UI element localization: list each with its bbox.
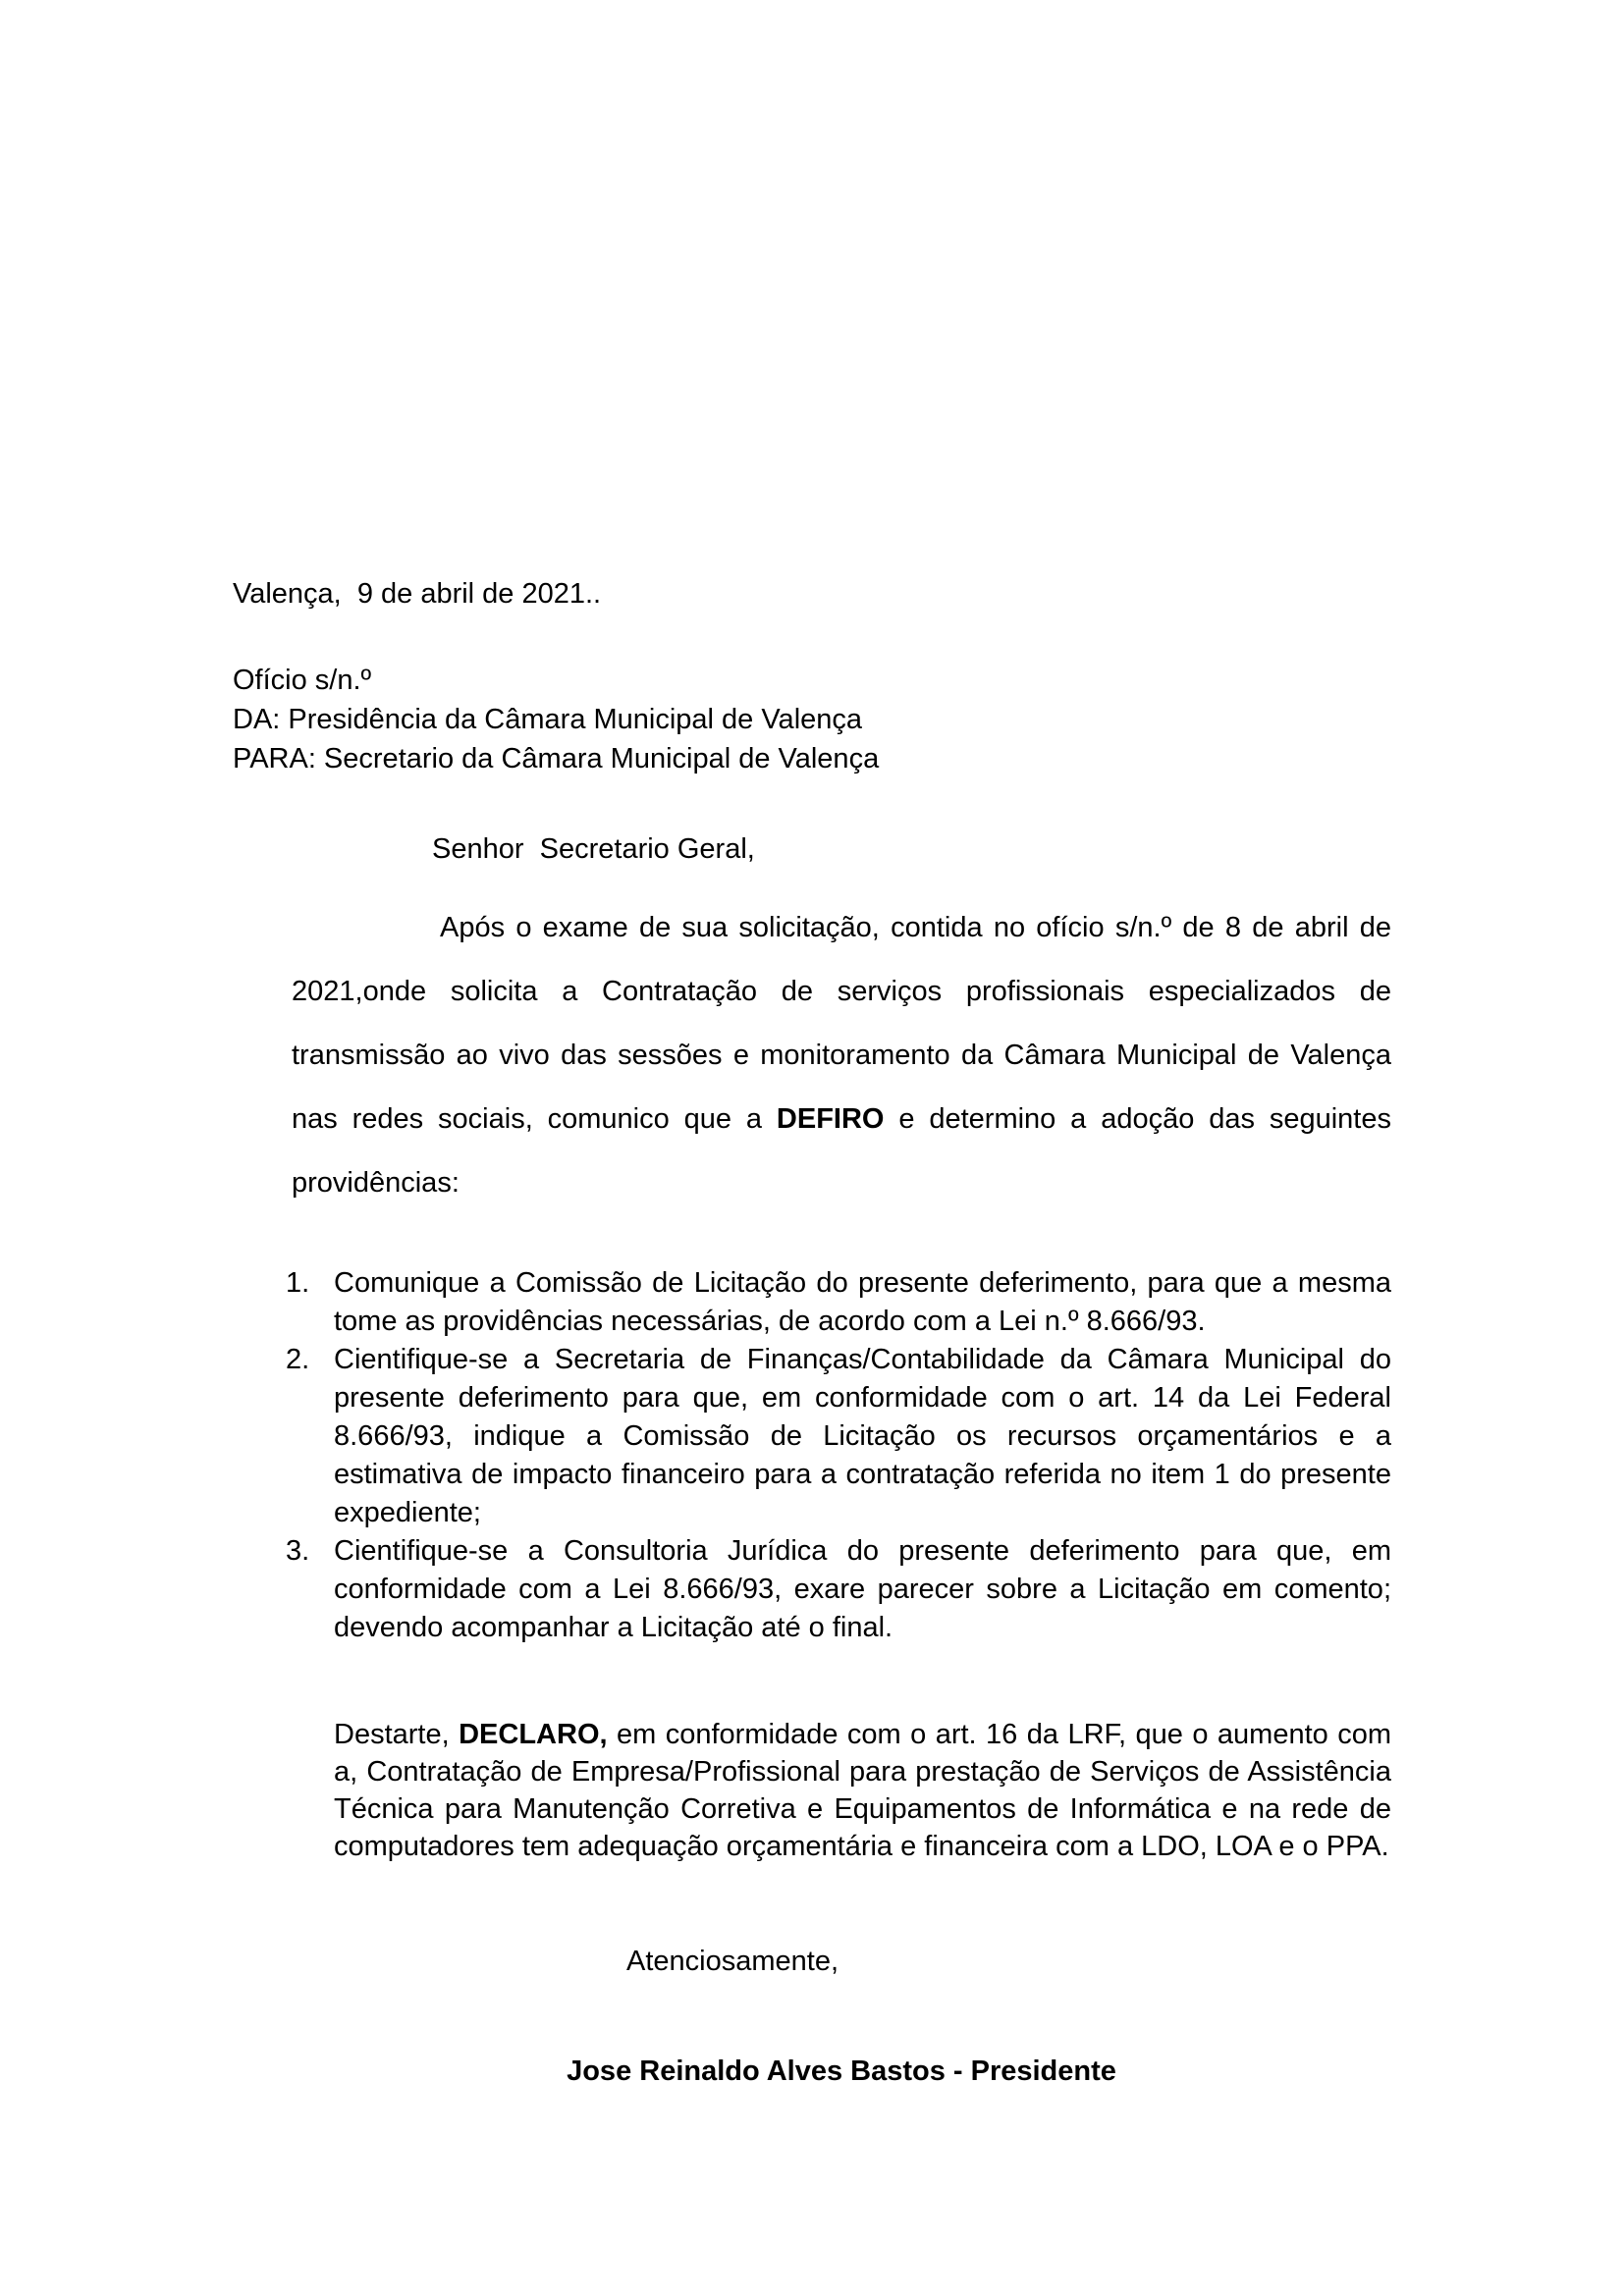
letter-date: Valença, 9 de abril de 2021.. xyxy=(233,578,602,610)
list-item-number: 2. xyxy=(286,1344,310,1375)
letter-to: PARA: Secretario da Câmara Municipal de Valença xyxy=(233,743,880,774)
valediction: Atenciosamente, xyxy=(626,1946,839,1977)
opening-text-after-bold: e determino a adoção das seguintes providências: xyxy=(292,1103,1391,1199)
declaro-bold-text: DECLARO, xyxy=(459,1719,608,1750)
list-item-number: 1. xyxy=(286,1267,310,1299)
letter-from: DA: Presidência da Câmara Municipal de Valença xyxy=(233,704,863,735)
closing-text-after-bold: em conformidade com o art. 16 da LRF, que o aumento com a, Contratação de Empresa/Profissional para prestação de Serviços de Assistência Técnica para Manutenção Corretiva e Equipamentos de Informática e na rede de computadores tem adequação orçamentária e financeira com a LDO, LOA e o PPA. xyxy=(334,1719,1392,1862)
closing-paragraph xyxy=(334,1716,1391,1865)
signature-line: Jose Reinaldo Alves Bastos - Presidente xyxy=(567,2056,1116,2087)
defiro-bold-text: DEFIRO xyxy=(776,1103,885,1135)
list-item xyxy=(286,1341,1391,1532)
list-item-number: 3. xyxy=(286,1535,310,1567)
salutation: Senhor Secretario Geral, xyxy=(432,833,755,865)
opening-paragraph xyxy=(292,896,1391,1215)
letter-reference: Ofício s/n.º xyxy=(233,665,372,696)
list-item xyxy=(286,1532,1391,1647)
list-item-text: Comunique a Comissão de Licitação do presente deferimento, para que a mesma tome as providências necessárias, de acordo com a Lei n.º 8.666/93. xyxy=(334,1267,1391,1337)
list-item-text: Cientifique-se a Consultoria Jurídica do presente deferimento para que, em conformidade com a Lei 8.666/93, exare parecer sobre a Licitação em comento; devendo acompanhar a Licitação até o final. xyxy=(334,1535,1391,1643)
list-item-text: Cientifique-se a Secretaria de Finanças/Contabilidade da Câmara Municipal do presente deferimento para que, em conformidade com o art. 14 da Lei Federal 8.666/93, indique a Comissão de Licitação os recursos orçamentários e a estimativa de impacto financeiro para a contratação referida no item 1 do presente expediente; xyxy=(334,1344,1391,1528)
closing-text-before-bold: Destarte, xyxy=(334,1719,460,1750)
list-item xyxy=(286,1264,1391,1341)
letter-header-block xyxy=(233,661,879,778)
directive-list xyxy=(286,1264,1391,1647)
opening-text-before-bold: Após o exame de sua solicitação, contida no ofício s/n.º de 8 de abril de 2021,onde solicita a Contratação de serviços profissionais especializados de transmissão ao vivo das sessões e monitoramento da Câmara Municipal de Valença nas redes sociais, comunico que a xyxy=(292,912,1391,1135)
